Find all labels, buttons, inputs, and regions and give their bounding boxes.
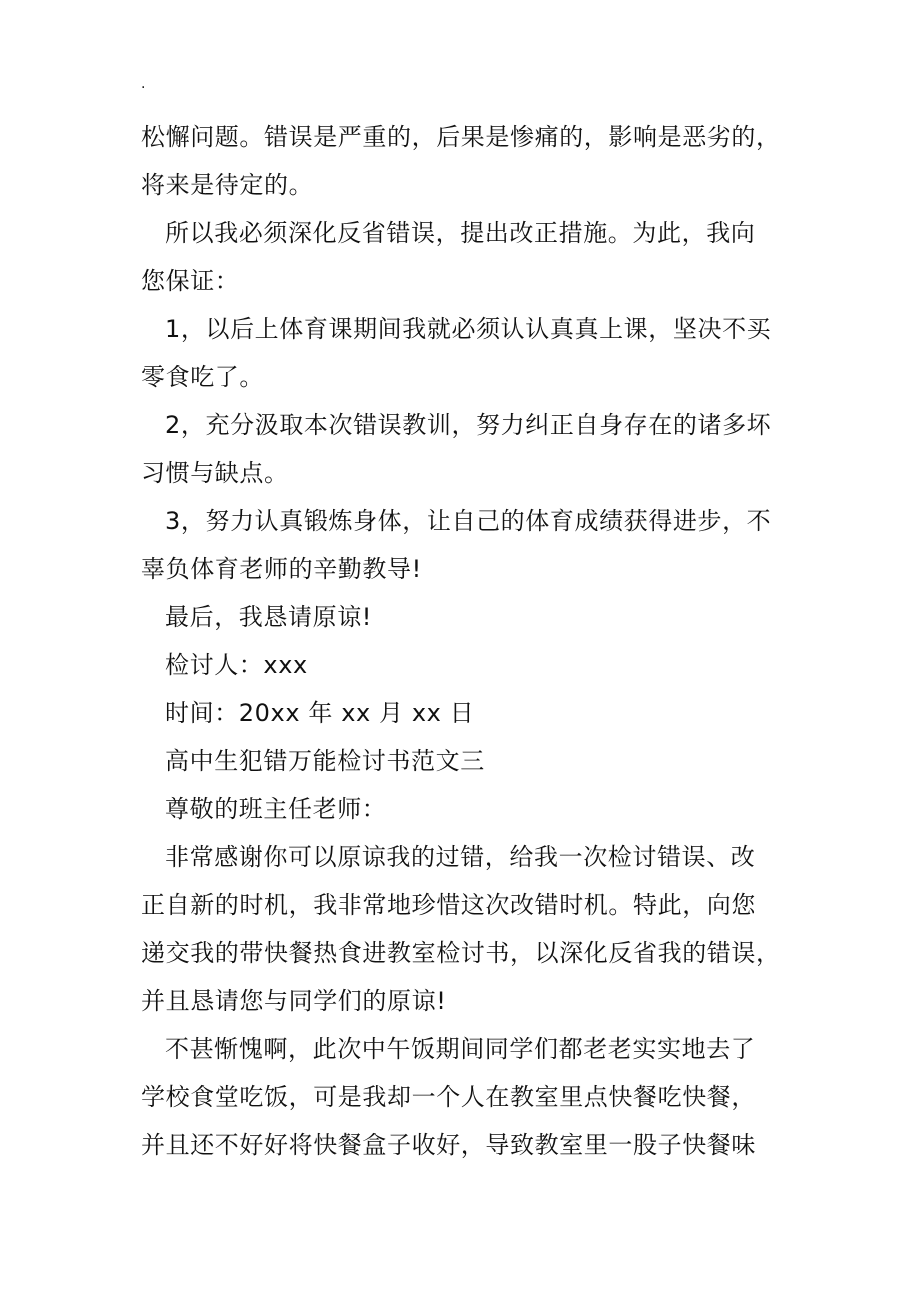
signature-line: 检讨人：xxx [165, 651, 308, 679]
text-line: 正自新的时机，我非常地珍惜这次改错时机。特此，向您 [141, 891, 756, 919]
text-line: 辜负体育老师的辛勤教导! [141, 555, 422, 583]
text-line: 并且还不好好将快餐盒子收好，导致教室里一股子快餐味 [141, 1131, 756, 1159]
text-line: 1，以后上体育课期间我就必须认认真真上课，坚决不买 [165, 315, 772, 343]
text-line: 递交我的带快餐热食进教室检讨书，以深化反省我的错误， [141, 939, 781, 967]
text-line: 2，充分汲取本次错误教训，努力纠正自身存在的诸多坏 [165, 411, 772, 439]
text-line: 并且恳请您与同学们的原谅! [141, 987, 447, 1015]
text-line: 所以我必须深化反省错误，提出改正措施。为此，我向 [165, 219, 756, 247]
text-line: 非常感谢你可以原谅我的过错，给我一次检讨错误、改 [165, 843, 756, 871]
text-line: 您保证： [141, 267, 240, 295]
salutation: 尊敬的班主任老师： [165, 795, 387, 823]
text-line: 3，努力认真锻炼身体，让自己的体育成绩获得进步，不 [165, 507, 772, 535]
text-line: 零食吃了。 [141, 363, 264, 391]
section-title: 高中生犯错万能检讨书范文三 [165, 747, 485, 775]
text-line: 学校食堂吃饭，可是我却一个人在教室里点快餐吃快餐， [141, 1083, 756, 1111]
date-line: 时间：20xx 年 xx 月 xx 日 [165, 699, 475, 727]
text-line: 松懈问题。错误是严重的，后果是惨痛的，影响是恶劣的， [141, 123, 781, 151]
text-line: 将来是待定的。 [141, 171, 314, 199]
text-line: 习惯与缺点。 [141, 459, 289, 487]
text-line: 不甚惭愧啊，此次中午饭期间同学们都老老实实地去了 [165, 1035, 756, 1063]
text-line: 最后，我恳请原谅! [165, 603, 373, 631]
header-mark: . [141, 76, 146, 92]
